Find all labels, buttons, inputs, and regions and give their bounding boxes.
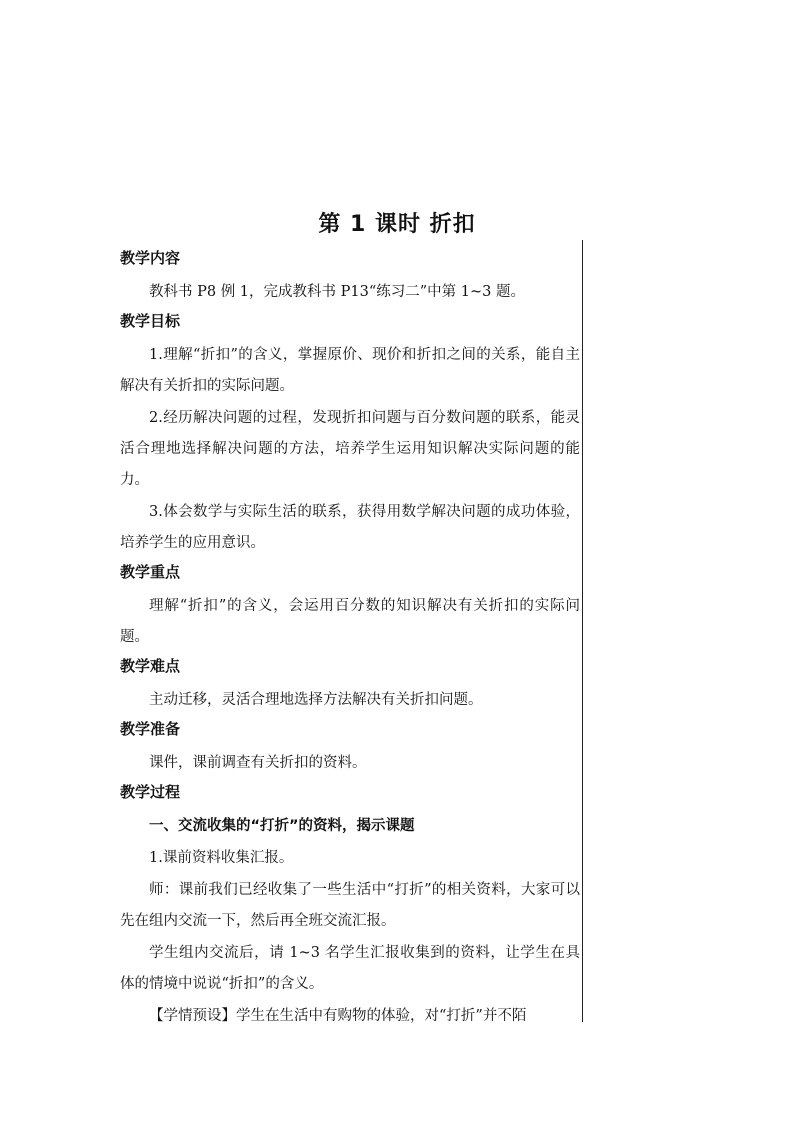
goal-item-1: 1.理解“折扣”的含义，掌握原价、现价和折扣之间的关系，能自主解决有关折扣的实际问题。 [120,347,580,394]
section-heading-content: 教学内容 [120,249,181,267]
section-heading-process: 教学过程 [120,783,181,801]
lesson-content [120,246,580,1033]
section-heading-key: 教学重点 [120,563,181,581]
process-paragraph-4: 【学情预设】学生在生活中有购物的体验，对“打折”并不陌 [149,1008,527,1024]
process-paragraph-1: 1.课前资料收集汇报。 [149,850,294,866]
section-heading-prep: 教学准备 [120,720,181,738]
goal-item-3: 3.体会数学与实际生活的联系，获得用数学解决问题的成功体验，培养学生的应用意识。 [120,504,580,551]
section-heading-difficulty: 教学难点 [120,657,181,675]
margin-rule [582,240,583,1022]
key-text: 理解“折扣”的含义，会运用百分数的知识解决有关折扣的实际问题。 [120,598,580,645]
content-text: 教科书 P8 例 1，完成教科书 P13“练习二”中第 1~3 题。 [149,284,525,300]
process-paragraph-3: 学生组内交流后，请 1~3 名学生汇报收集到的资料，让学生在具体的情境中说说“折扣”的含义。 [120,945,580,992]
process-paragraph-2: 师：课前我们已经收集了一些生活中“打折”的相关资料，大家可以先在组内交流一下，然后再全班交流汇报。 [120,882,580,929]
page-title: 第 1 课时 折扣 [318,212,476,237]
goal-item-2: 2.经历解决问题的过程，发现折扣问题与百分数问题的联系，能灵活合理地选择解决问题的方法，培养学生运用知识解决实际问题的能力。 [120,410,580,488]
difficulty-text: 主动迁移，灵活合理地选择方法解决有关折扣问题。 [149,692,483,708]
section-heading-goals: 教学目标 [120,312,181,330]
prep-text: 课件，课前调查有关折扣的资料。 [149,755,367,771]
process-subheading: 一、交流收集的“打折”的资料，揭示课题 [149,818,415,834]
